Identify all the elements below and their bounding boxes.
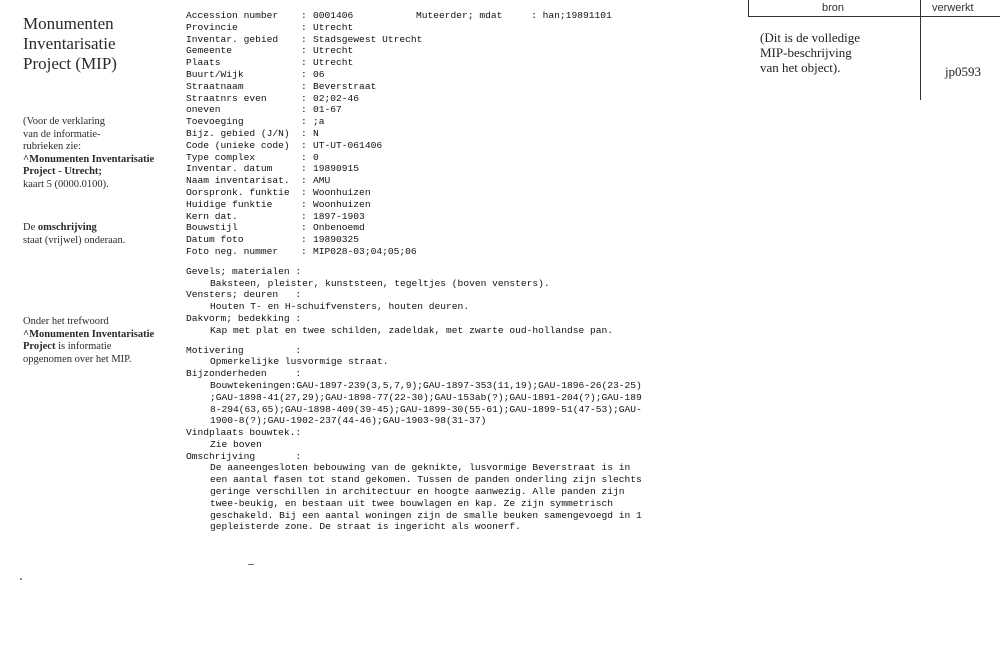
field-value: 01-67 [313, 104, 342, 116]
record-field: Toevoeging : ;a [186, 116, 325, 128]
field-label: Code (unieke code) [186, 139, 290, 151]
record-field: Straatnaam : Beverstraat [186, 80, 377, 92]
field-value: Beverstraat [313, 80, 377, 92]
source-description [760, 30, 920, 75]
left-column [23, 14, 173, 74]
record-field: oneven : 01-67 [186, 104, 342, 116]
field-label: Straatnrs even [186, 92, 267, 104]
record-field: Gemeente : Utrecht [186, 45, 354, 57]
bijzonderheden-line: Bouwtekeningen:GAU-1897-239(3,5,7,9);GAU-1897-353(11,19);GAU-1896-26(23-25) [210, 379, 642, 391]
field-value: 0 [313, 151, 319, 163]
field-value: 0001406 [313, 10, 354, 21]
processed-code: jp0593 [944, 64, 982, 79]
field-value: AMU [313, 175, 331, 187]
record-field: Bouwstijl : Onbenoemd [186, 222, 365, 234]
description-line: MIP-beschrijving [760, 45, 852, 60]
omschrijving-line: De aaneengesloten bebouwing van de geknikte, lusvormige Beverstraat is in [210, 462, 631, 474]
field-label: Foto neg. nummer [186, 245, 279, 257]
record-field: Kern dat. : 1897-1903 [186, 210, 365, 222]
field-value: Woonhuizen [313, 198, 371, 210]
section-text-vindplaats: Zie boven [210, 438, 262, 450]
record-field: Accession number : 0001406 [186, 10, 354, 21]
field-value: UT-UT-061406 [313, 139, 383, 151]
record-field: Plaats : Utrecht [186, 57, 354, 69]
muteerder-field: Muteerder; mdat : han;19891101 [416, 10, 612, 21]
field-label: Oorspronk. funktie [186, 186, 290, 198]
field-value: Stadsgewest Utrecht [313, 33, 423, 45]
note-line: opgenomen over het MIP. [23, 353, 132, 365]
record-field: Provincie : Utrecht [186, 21, 354, 33]
title-line: Monumenten [23, 14, 114, 33]
title-line: Project (MIP) [23, 54, 117, 73]
note-bold-line: Project - Utrecht; [23, 166, 102, 177]
section-label-gevels: Gevels; materialen : [186, 265, 302, 277]
field-value: N [313, 127, 319, 139]
bijzonderheden-line: ;GAU-1898-41(27,29);GAU-1898-77(22-30);GAU-153ab(?);GAU-1891-204(?);GAU-189 [210, 391, 642, 403]
section-label-bijzonderheden: Bijzonderheden : [186, 368, 302, 380]
field-value: Utrecht [313, 45, 354, 57]
note-line: van de informatie- [23, 128, 101, 140]
table-header-divider [748, 16, 1000, 17]
scan-speck [248, 564, 254, 565]
record-field: Foto neg. nummer : MIP028-03;04;05;06 [186, 245, 417, 257]
section-label-vindplaats: Vindplaats bouwtek.: [186, 427, 302, 439]
note-text: De [23, 222, 38, 233]
section-text-gevels: Baksteen, pleister, kunststeen, tegeltjes (boven vensters). [210, 277, 550, 289]
field-label: Straatnaam [186, 80, 244, 92]
note-bold-line: ^Monumenten Inventarisatie [23, 153, 155, 165]
field-value: Utrecht [313, 57, 354, 69]
omschrijving-line: geschakeld. Bij een aantal woningen zijn de smalle beuken samengevoegd in 1 [210, 509, 642, 521]
record-field: Straatnrs even : 02;02-46 [186, 92, 360, 104]
field-value: 06 [313, 68, 325, 80]
field-value: ;a [313, 116, 325, 128]
section-label-omschrijving: Omschrijving : [186, 450, 302, 462]
field-label: Accession number [186, 10, 279, 21]
note-bold: omschrijving [37, 222, 97, 233]
description-location-note [23, 222, 125, 247]
field-value: Onbenoemd [313, 222, 365, 234]
omschrijving-line: een aantal fasen tot stand gekomen. Tussen de panden onderling zijn slechts [210, 474, 642, 486]
section-label-vensters: Vensters; deuren : [186, 289, 302, 301]
field-value: 1897-1903 [313, 210, 365, 222]
record-field: Inventar. gebied : Stadsgewest Utrecht [186, 33, 423, 45]
record-field: Bijz. gebied (J/N) : N [186, 127, 319, 139]
field-label: Provincie [186, 21, 238, 33]
field-value: 19890915 [313, 163, 360, 175]
record-field: Oorspronk. funktie : Woonhuizen [186, 186, 371, 198]
legend-reference-note [23, 116, 154, 191]
section-text-dakvorm: Kap met plat en twee schilden, zadeldak, met zwarte oud-hollandse pan. [210, 324, 614, 336]
field-label: Kern dat. [186, 210, 238, 222]
field-label: Huidige funktie [186, 198, 273, 210]
record-field: Datum foto : 19890325 [186, 234, 360, 246]
field-label: Toevoeging [186, 116, 244, 128]
field-value: 02;02-46 [313, 92, 360, 104]
section-text-motivering: Opmerkelijke lusvormige straat. [210, 356, 389, 368]
column-header-verwerkt: verwerkt [932, 2, 974, 14]
record-header [186, 10, 706, 22]
field-label: Gemeente [186, 45, 233, 57]
field-label: Bijz. gebied (J/N) [186, 127, 290, 139]
title-line: Inventarisatie [23, 34, 116, 53]
bijzonderheden-line: 1900-8(?);GAU-1902-237(44-46);GAU-1903-98(31-37) [210, 415, 487, 427]
section-text-vensters: Houten T- en H-schuifvensters, houten deuren. [210, 301, 470, 313]
field-label: oneven [186, 104, 221, 116]
record-field: Huidige funktie : Woonhuizen [186, 198, 371, 210]
omschrijving-line: geringe verschillen in architectuur en hoogte aanwezig. Alle panden zijn [210, 486, 625, 498]
column-header-bron: bron [822, 2, 845, 14]
description-line: van het object). [760, 60, 841, 75]
field-label: Type complex [186, 151, 256, 163]
section-label-dakvorm: Dakvorm; bedekking : [186, 312, 302, 324]
note-bold-line: ^Monumenten Inventarisatie [23, 328, 155, 340]
field-label: Inventar. gebied [186, 33, 279, 45]
note-line: Onder het trefwoord [23, 316, 109, 327]
field-value: Utrecht [313, 21, 354, 33]
note-line: rubrieken zie: [23, 141, 82, 152]
omschrijving-line: gepleisterde zone. De straat is ingericht als woonerf. [210, 521, 521, 533]
field-label: Buurt/Wijk [186, 68, 244, 80]
field-value: 19890325 [313, 234, 360, 246]
section-label-motivering: Motivering : [186, 344, 302, 356]
field-label: Inventar. datum [186, 163, 273, 175]
record-field: Code (unieke code) : UT-UT-061406 [186, 139, 383, 151]
note-line: kaart 5 (0000.0100). [23, 178, 109, 190]
field-label: Plaats [186, 57, 221, 69]
table-column-divider [920, 0, 921, 100]
field-label: Datum foto [186, 234, 244, 246]
omschrijving-line: twee-beukig, en bestaan uit twee bouwlagen en kap. Ze zijn symmetrisch [210, 497, 614, 509]
page-title [23, 14, 173, 74]
keyword-note [23, 316, 154, 366]
note-line: (Voor de verklaring [23, 116, 106, 127]
record-field: Buurt/Wijk : 06 [186, 68, 325, 80]
description-line: (Dit is de volledige [760, 30, 861, 45]
field-value: Woonhuizen [313, 186, 371, 198]
record-field: Inventar. datum : 19890915 [186, 163, 360, 175]
record-field: Naam inventarisat. : AMU [186, 175, 331, 187]
note-line: staat (vrijwel) onderaan. [23, 234, 126, 246]
scan-speck [20, 578, 22, 580]
record-field: Type complex : 0 [186, 151, 319, 163]
note-bold: Project [23, 341, 56, 352]
bijzonderheden-line: 8-294(63,65);GAU-1898-409(39-45);GAU-1899-30(55-61);GAU-1899-51(47-53);GAU- [210, 403, 642, 415]
table-border [748, 0, 749, 16]
mip-record [186, 10, 706, 533]
field-label: Bouwstijl [186, 222, 238, 234]
field-value: MIP028-03;04;05;06 [313, 245, 417, 257]
field-label: Naam inventarisat. [186, 175, 290, 187]
note-text: is informatie [55, 341, 112, 352]
source-table [748, 0, 1000, 100]
